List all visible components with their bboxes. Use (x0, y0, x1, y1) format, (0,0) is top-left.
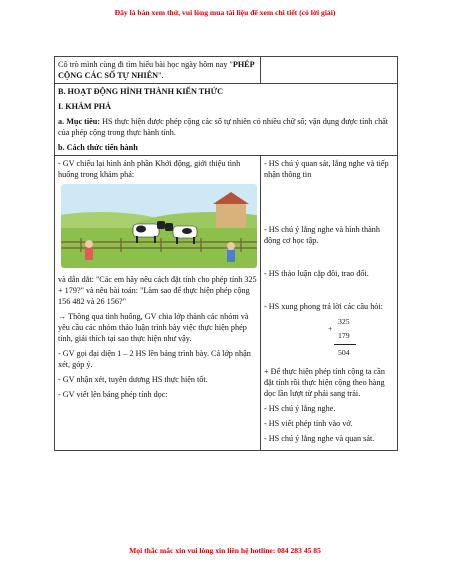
lesson-title: PHÉP CỘNG CÁC SỐ TỰ NHIÊN (58, 60, 255, 80)
student-column (261, 156, 398, 451)
procedure-heading: b. Cách thức tiến hành (58, 143, 138, 152)
teacher-step-5: - GV nhận xét, tuyên dương HS thực hiện tốt. (58, 375, 208, 384)
addend-2: 179 (338, 331, 350, 340)
intro-row (55, 57, 398, 84)
section-b-heading: B. HOẠT ĐỘNG HÌNH THÀNH KIẾN THỨC (58, 87, 224, 96)
vertical-addition (264, 316, 394, 362)
intro-suffix: ". (158, 71, 164, 80)
lesson-table (54, 56, 398, 451)
preview-notice: Đây là bản xem thử, vui lòng mua tài liệu để xem chi tiết (có lời giải) (114, 8, 336, 17)
objective (58, 116, 394, 138)
student-step-8: - HS chú ý lắng nghe và quan sát. (264, 434, 375, 443)
teacher-step-1: - GV chiếu lại hình ảnh phần Khởi động, giới thiệu tình huống trong khám phá: (58, 159, 241, 179)
intro-cell (55, 57, 261, 84)
student-step-6: - HS chú ý lắng nghe. (264, 404, 336, 413)
sum: 504 (338, 348, 350, 357)
student-step-1: - HS chú ý quan sát, lắng nghe và tiếp nhận thông tin (264, 159, 389, 179)
plus-sign: + (328, 324, 333, 333)
section-i-heading: I. KHÁM PHÁ (58, 102, 111, 111)
teacher-step-3: → Thông qua tình huống, GV chia lớp thành các nhóm và yêu cầu các nhóm thảo luận trình bày việc thực hiện phép tính, giải thích tại sao thực hiện như vậy. (58, 312, 249, 343)
teacher-column (55, 156, 261, 451)
spacer (264, 184, 394, 224)
hotline-footer: Mọi thắc mắc xin vui lòng xin liên hệ hotline: 084 283 45 85 (129, 546, 321, 555)
barn (216, 204, 246, 228)
objective-label: a. Mục tiêu: (58, 117, 101, 126)
teacher-step-4: - GV gọi đại diện 1 – 2 HS lên bảng trình bày. Cả lớp nhận xét, góp ý. (58, 349, 251, 369)
objective-text: HS thực hiện được phép cộng các số tự nhiên có nhiều chữ số; vận dụng được tính chất của phép cộng trong thực hành tính. (58, 117, 389, 137)
teacher-step-2: và dẫn dắt: "Các em hãy nêu cách đặt tính cho phép tính 325 + 179?" và nêu bài toán: "Làm sao để thực hiện phép cộng 156 482 và 26 156?" (58, 275, 257, 306)
farm-scene-image (61, 184, 257, 268)
student-step-2: - HS chú ý lắng nghe và hình thành động cơ học tập. (264, 225, 380, 245)
addend-1: 325 (338, 317, 350, 326)
student-step-5: + Để thực hiện phép tính cộng ta cần đặt tính rồi thực hiện cộng theo hàng dọc lần lượt từ phải sang trái. (264, 367, 385, 398)
child-1 (85, 240, 93, 260)
intro-text: Cô trò mình cùng đi tìm hiểu bài học ngày hôm nay " (58, 60, 233, 69)
section-row (55, 84, 398, 156)
student-step-3: - HS thảo luận cặp đôi, trao đổi. (264, 269, 369, 278)
activity-row (55, 156, 398, 451)
teacher-step-6: - GV viết lên bảng phép tính dọc: (58, 390, 168, 399)
sum-line (334, 344, 356, 345)
intro-empty-cell (261, 57, 398, 84)
spacer (264, 250, 394, 268)
student-step-4: - HS xung phong trả lời các câu hỏi: (264, 302, 383, 311)
student-step-7: - HS viết phép tính vào vở. (264, 419, 353, 428)
child-2 (227, 242, 235, 262)
section-cell (55, 84, 398, 156)
spacer (264, 283, 394, 301)
